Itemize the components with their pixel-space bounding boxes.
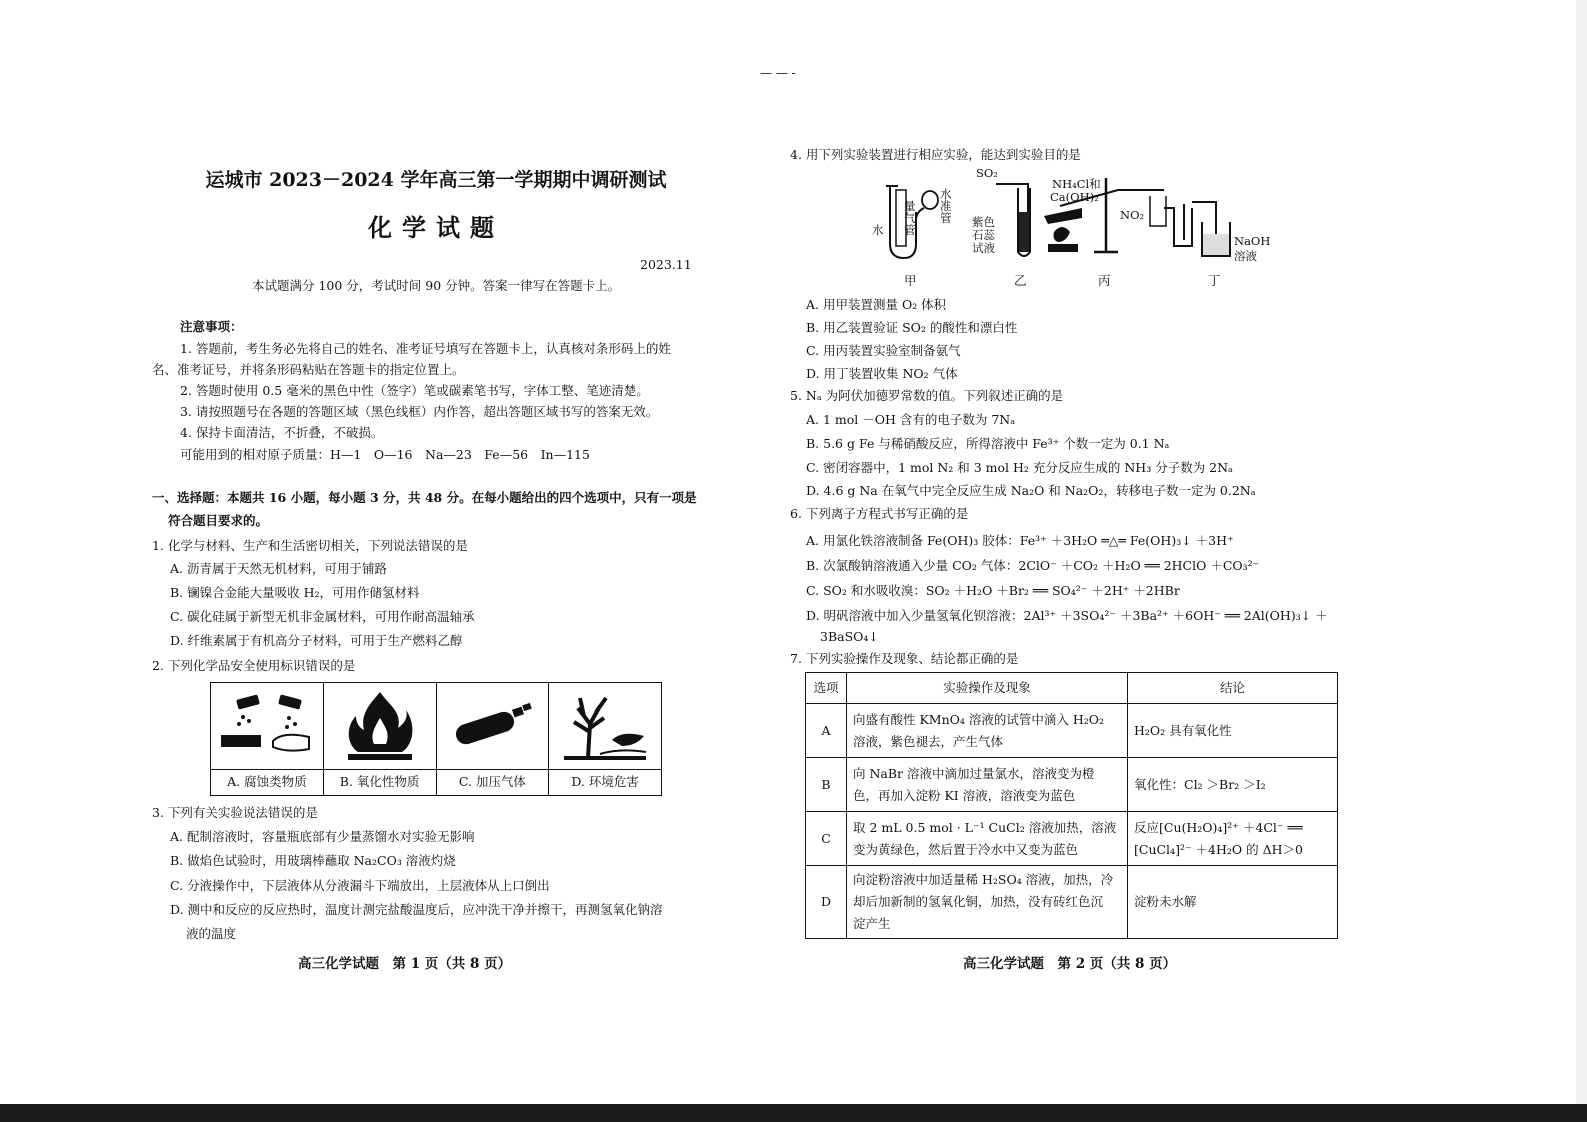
notice-line: 名、准考证号，并将条形码粘贴在答题卡的指定位置上。 <box>152 362 465 377</box>
question-3-option: B. 做焰色试验时，用玻璃棒蘸取 Na₂CO₃ 溶液灼烧 <box>170 853 456 868</box>
label-no2: NO₂ <box>1120 208 1145 222</box>
question-6-option: D. 明矾溶液中加入少量氢氧化钡溶液：2Al³⁺ ＋3SO₄²⁻ ＋3Ba²⁺ ＋6OH⁻ ══ 2Al(OH)₃↓ ＋ <box>806 608 1328 623</box>
question-1-option: C. 碳化硅属于新型无机非金属材料，可用作耐高温轴承 <box>170 609 475 624</box>
question-1-option: D. 纤维素属于有机高分子材料，可用于生产燃料乙醇 <box>170 633 463 648</box>
row-operation <box>847 866 1128 939</box>
label-bing: 丙 <box>1098 273 1111 288</box>
scan-bottom-strip <box>0 1104 1587 1122</box>
question-4-option: C. 用丙装置实验室制备氨气 <box>806 343 961 358</box>
question-4-option: D. 用丁装置收集 NO₂ 气体 <box>806 366 958 381</box>
row-conclusion <box>1128 758 1338 812</box>
question-1-option: B. 镧镍合金能大量吸收 H₂，可用作储氢材料 <box>170 585 420 600</box>
question-3-option: D. 测中和反应的反应热时，温度计测完盐酸温度后，应冲洗干净并擦干，再测氢氧化钠溶 <box>170 902 663 917</box>
label-so2: SO₂ <box>976 166 998 180</box>
sign-cell <box>549 683 661 795</box>
row-operation <box>847 758 1128 812</box>
sign-cell <box>324 683 437 795</box>
table-row <box>806 866 1338 939</box>
operation-line: 变为黄绿色，然后置于冷水中又变为蓝色 <box>853 841 1079 857</box>
operation-line: 向 NaBr 溶液中滴加过量氯水，溶液变为橙 <box>853 765 1095 781</box>
label-level-tube: 水准管 <box>940 187 952 225</box>
question-3-stem: 3. 下列有关实验说法错误的是 <box>152 805 318 820</box>
question-4-option: A. 用甲装置测量 O₂ 体积 <box>806 297 947 312</box>
question-5-option: B. 5.6 g Fe 与稀硝酸反应，所得溶液中 Fe³⁺ 个数一定为 0.1 Nₐ <box>806 436 1170 451</box>
conclusion-line: 淀粉未水解 <box>1134 894 1197 909</box>
question-6-stem: 6. 下列离子方程式书写正确的是 <box>790 506 969 521</box>
label-ding: 丁 <box>1208 273 1221 288</box>
scan-edge <box>1576 0 1587 1104</box>
sign-cell <box>437 683 550 795</box>
label-nh4cl: NH₄Cl和 <box>1052 177 1101 191</box>
label-buret: 量气管 <box>904 199 916 237</box>
label-litmus: 紫色石蕊试液 <box>972 215 995 255</box>
question-3-option: A. 配制溶液时，容量瓶底部有少量蒸馏水对实验无影响 <box>170 829 475 844</box>
conclusion-line: 反应[Cu(H₂O)₄]²⁺ ＋4Cl⁻ ══ <box>1134 819 1303 835</box>
flame-icon <box>324 683 436 769</box>
row-option: A <box>806 704 847 758</box>
header-conclusion: 结论 <box>1128 673 1338 704</box>
environment-hazard-icon <box>549 683 661 769</box>
table-header-row <box>806 673 1338 704</box>
question-6-option: C. SO₂ 和水吸收溴：SO₂ ＋H₂O ＋Br₂ ══ SO₄²⁻ ＋2H⁺ ＋2HBr <box>806 583 1180 598</box>
row-option: C <box>806 812 847 866</box>
header-option: 选项 <box>806 673 847 704</box>
operation-line: 溶液，紫色褪去，产生气体 <box>853 733 1004 749</box>
operation-line: 却后加新制的氢氧化铜，加热，没有砖红色沉 <box>853 894 1104 909</box>
row-operation <box>847 812 1128 866</box>
row-operation <box>847 704 1128 758</box>
question-5-option: C. 密闭容器中，1 mol N₂ 和 3 mol H₂ 充分反应生成的 NH₃ 分子数为 2Nₐ <box>806 460 1233 475</box>
question-7-stem: 7. 下列实验操作及现象、结论都正确的是 <box>790 651 1019 666</box>
label-naoh: NaOH <box>1234 234 1271 248</box>
sign-caption: B. 氧化性物质 <box>324 769 436 794</box>
label-jia: 甲 <box>904 273 917 288</box>
table-row <box>806 758 1338 812</box>
row-conclusion <box>1128 812 1338 866</box>
question-5-option: A. 1 mol －OH 含有的电子数为 7Nₐ <box>806 412 1016 427</box>
operation-line: 向盛有酸性 KMnO₄ 溶液的试管中滴入 H₂O₂ <box>853 711 1105 727</box>
question-1-stem: 1. 化学与材料、生产和生活密切相关，下列说法错误的是 <box>152 538 468 553</box>
question-3-option: C. 分液操作中，下层液体从分液漏斗下端放出，上层液体从上口倒出 <box>170 878 550 893</box>
question-4-stem: 4. 用下列实验装置进行相应实验，能达到实验目的是 <box>790 147 1081 162</box>
experiment-table <box>805 672 1338 939</box>
question-5-option: D. 4.6 g Na 在氧气中完全反应生成 Na₂O 和 Na₂O₂，转移电子数一定为 0.2Nₐ <box>806 483 1256 498</box>
notice-line: 3. 请按照题号在各题的答题区域（黑色线框）内作答，超出答题区域书写的答案无效。 <box>180 404 659 419</box>
question-4-option: B. 用乙装置验证 SO₂ 的酸性和漂白性 <box>806 320 1018 335</box>
operation-line: 取 2 mL 0.5 mol · L⁻¹ CuCl₂ 溶液加热，溶液 <box>853 819 1117 835</box>
row-option: D <box>806 866 847 939</box>
exam-title: 运城市 2023－2024 学年高三第一学期期中调研测试 <box>205 169 667 191</box>
top-mark: — — - <box>760 66 796 80</box>
label-water: 水 <box>872 223 884 237</box>
notice-line: 1. 答题前，考生务必先将自己的姓名、准考证号填写在答题卡上，认真核对条形码上的姓 <box>180 341 671 356</box>
corrosive-icon <box>211 683 323 769</box>
page-1 <box>0 0 790 1122</box>
row-option: B <box>806 758 847 812</box>
conclusion-line: H₂O₂ 具有氧化性 <box>1134 722 1232 738</box>
label-yi: 乙 <box>1014 273 1027 288</box>
exam-intro: 本试题满分 100 分，考试时间 90 分钟。答案一律写在答题卡上。 <box>252 278 621 293</box>
question-6-option: A. 用氯化铁溶液制备 Fe(OH)₃ 胶体：Fe³⁺ ＋3H₂O ═△═ Fe(OH)₃↓ ＋3H⁺ <box>806 533 1234 548</box>
section-heading-cont: 符合题目要求的。 <box>168 513 269 528</box>
page-footer: 高三化学试题 第 1 页（共 8 页） <box>298 956 512 972</box>
safety-signs-table <box>210 682 662 796</box>
question-6-option: B. 次氯酸钠溶液通入少量 CO₂ 气体：2ClO⁻ ＋CO₂ ＋H₂O ══ 2HClO ＋CO₃²⁻ <box>806 558 1260 573</box>
label-caoh2: Ca(OH)₂ <box>1050 190 1099 204</box>
table-row <box>806 704 1338 758</box>
operation-line: 向淀粉溶液中加适量稀 H₂SO₄ 溶液，加热，冷 <box>853 872 1114 887</box>
page-footer: 高三化学试题 第 2 页（共 8 页） <box>963 956 1177 972</box>
table-row <box>806 812 1338 866</box>
atomic-mass-line: 可能用到的相对原子质量：H—1 O—16 Na—23 Fe—56 In—115 <box>180 447 590 462</box>
sign-caption: C. 加压气体 <box>437 769 549 794</box>
section-heading: 一、选择题：本题共 16 小题，每小题 3 分，共 48 分。在每小题给出的四个选项中，只有一项是 <box>152 490 697 505</box>
row-conclusion <box>1128 704 1338 758</box>
label-solution: 溶液 <box>1234 249 1257 263</box>
exam-date: 2023.11 <box>640 257 692 272</box>
notice-line: 4. 保持卡面清洁，不折叠，不破损。 <box>180 425 384 440</box>
header-operation: 实验操作及现象 <box>847 673 1128 704</box>
notice-heading: 注意事项： <box>180 319 243 334</box>
gas-cylinder-icon <box>437 683 549 769</box>
notice-line: 2. 答题时使用 0.5 毫米的黑色中性（签字）笔或碳素笔书写，字体工整、笔迹清楚。 <box>180 383 649 398</box>
operation-line: 淀产生 <box>853 916 891 931</box>
sign-caption: D. 环境危害 <box>549 769 661 794</box>
question-1-option: A. 沥青属于天然无机材料，可用于铺路 <box>170 561 387 576</box>
conclusion-line: 氧化性：Cl₂ ＞Br₂ ＞I₂ <box>1134 776 1266 792</box>
question-5-stem: 5. Nₐ 为阿伏加德罗常数的值。下列叙述正确的是 <box>790 388 1064 403</box>
question-6-option-cont: 3BaSO₄↓ <box>820 629 879 644</box>
row-conclusion <box>1128 866 1338 939</box>
operation-line: 色，再加入淀粉 KI 溶液，溶液变为蓝色 <box>853 787 1076 803</box>
question-2-stem: 2. 下列化学品安全使用标识错误的是 <box>152 658 356 673</box>
sign-cell <box>211 683 324 795</box>
sign-caption: A. 腐蚀类物质 <box>211 769 323 794</box>
question-3-option-cont: 液的温度 <box>186 926 237 941</box>
subject-title: 化学试题 <box>368 213 504 242</box>
conclusion-line: [CuCl₄]²⁻ ＋4H₂O 的 ΔH＞0 <box>1134 841 1303 857</box>
